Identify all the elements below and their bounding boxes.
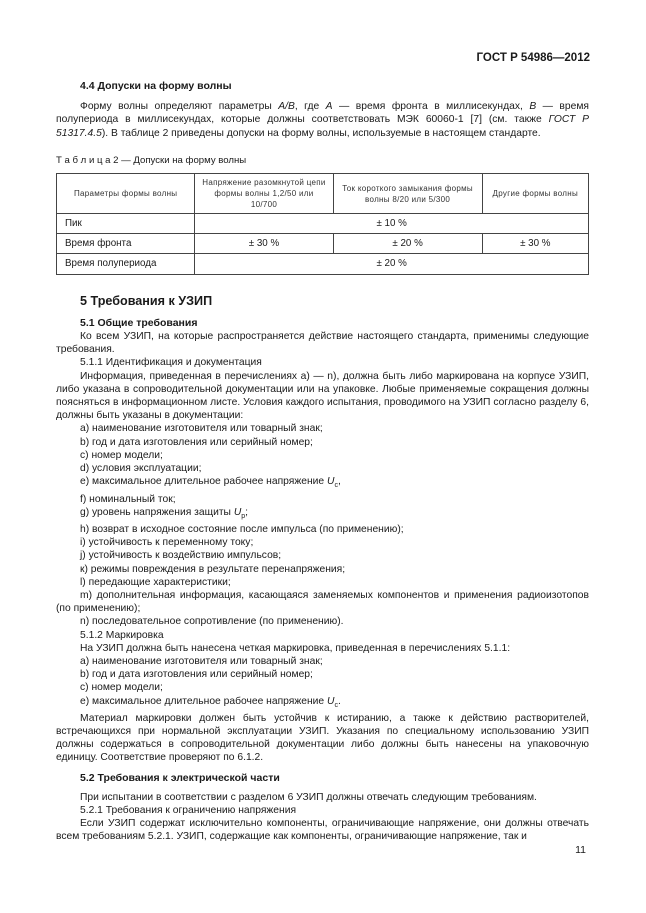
- table-cell: ± 30 %: [195, 234, 333, 254]
- marking-list: [56, 655, 589, 712]
- page-content: [56, 80, 589, 844]
- list-item: е) максимальное длительное рабочее напряжение $U_c$,: [80, 476, 341, 490]
- section-5-1-2-paragraph: На УЗИП должна быть нанесена четкая маркировка, приведенная в перечислениях 5.1.1:: [80, 642, 511, 654]
- table-header-cell: Ток короткого замыкания формы волны 8/20 или 5/300: [333, 174, 482, 214]
- section-5-2-1-paragraph: Если УЗИП содержат исключительно компоненты, ограничивающие напряжение, они должны отвечать всем требованиям 5.2.1. УЗИП, содержащие как компоненты, ограничивающие напряжение, так и: [56, 818, 589, 843]
- list-item: g) уровень напряжения защиты $U_p$;: [80, 506, 249, 520]
- document-code: ГОСТ Р 54986—2012: [476, 52, 590, 64]
- list-item: а) наименование изготовителя или товарный знак;: [80, 423, 323, 435]
- table-header-row: [57, 174, 589, 214]
- table-header-cell: Параметры формы волны: [57, 174, 195, 214]
- list-item: h) возврат в исходное состояние после импульса (по применению);: [80, 523, 404, 535]
- table-header-cell: Напряжение разомкнутой цепи формы волны 1,2/50 или 10/700: [195, 174, 333, 214]
- list-item: а) наименование изготовителя или товарный знак;: [80, 656, 323, 667]
- section-5-1-1-paragraph: Информация, приведенная в перечислениях а) — n), должна быть либо маркирована на корпусе УЗИП, либо указана в сопроводительной документации или на упаковке. Любые применяемые сокращения должны поясняться в информационном листе. Условия каждого испытания, проводимого на УЗИП согласно разделу 6, должны быть указаны в документации:: [56, 370, 589, 422]
- section-4-4-paragraph: Форму волны определяют параметры A/B, где A — время фронта в миллисекундах, B — время полупериода в миллисекундах, которые должны соответствовать МЭК 60060-1 [7] (см. также ГОСТ Р 51317.4.5). В таблице 2 приведены допуски на форму волны, используемые в настоящем стандарте.: [56, 101, 589, 139]
- list-item: i) устойчивость к переменному току;: [80, 537, 254, 549]
- section-5-1-1-title: 5.1.1 Идентификация и документация: [80, 357, 262, 369]
- table-header-cell: Другие формы волны: [482, 174, 588, 214]
- table-cell: Время фронта: [57, 234, 195, 254]
- table-cell: Пик: [57, 214, 195, 234]
- table-cell: ± 30 %: [482, 234, 588, 254]
- list-item: l) передающие характеристики;: [80, 576, 231, 588]
- section-5-1-2-title: 5.1.2 Маркировка: [80, 629, 164, 641]
- page-number: 11: [575, 844, 586, 856]
- table-cell: ± 10 %: [195, 214, 589, 234]
- list-item: d) условия эксплуатации;: [80, 463, 202, 475]
- list-item: m) дополнительная информация, касающаяся заменяемых компонентов и применения радиоизотопов (по применению);: [56, 589, 589, 615]
- list-item: с) номер модели;: [80, 449, 163, 461]
- table-cell: Время полупериода: [57, 254, 195, 274]
- list-item: f) номинальный ток;: [80, 493, 176, 505]
- waveform-tolerance-table: [56, 173, 589, 275]
- section-5-title: 5 Требования к УЗИП: [80, 293, 213, 308]
- section-5-2-title: 5.2 Требования к электрической части: [80, 771, 280, 784]
- list-item: с) номер модели;: [80, 682, 163, 694]
- table-row: [57, 234, 589, 254]
- list-item: b) год и дата изготовления или серийный номер;: [80, 669, 313, 681]
- section-5-1-title: 5.1 Общие требования: [80, 316, 198, 329]
- list-item: j) устойчивость к воздействию импульсов;: [80, 550, 282, 562]
- table-caption: Т а б л и ц а 2 — Допуски на форму волны: [56, 154, 247, 166]
- table-cell: ± 20 %: [333, 234, 482, 254]
- list-item: е) максимальное длительное рабочее напряжение $U_c$.: [80, 695, 341, 709]
- marking-material-paragraph: Материал маркировки должен быть устойчив к истиранию, а также к действию растворителей, встречающихся при нормальной эксплуатации УЗИП. Указания по специальному использованию УЗИП должны содержаться в сопроводительной документации либо должны быть нанесены на упаковочную единицу. Соответствие проверяют по 6.1.2.: [56, 712, 589, 764]
- section-4-4-title: 4.4 Допуски на форму волны: [80, 80, 232, 92]
- list-item: b) год и дата изготовления или серийный номер;: [80, 436, 313, 448]
- section-5-2-paragraph: При испытании в соответствии с разделом 6 УЗИП должны отвечать следующим требованиям.: [80, 791, 537, 803]
- table-cell: ± 20 %: [195, 254, 589, 274]
- section-5-1-paragraph: Ко всем УЗИП, на которые распространяется действие настоящего стандарта, применимы следующие требования.: [56, 331, 589, 356]
- table-row: [57, 254, 589, 274]
- list-item: n) последовательное сопротивление (по применению).: [80, 616, 344, 628]
- table-row: [57, 214, 589, 234]
- section-5-2-1-title: 5.2.1 Требования к ограничению напряжения: [80, 805, 297, 817]
- identification-list: [56, 422, 589, 628]
- list-item: к) режимы повреждения в результате перенапряжения;: [80, 563, 346, 575]
